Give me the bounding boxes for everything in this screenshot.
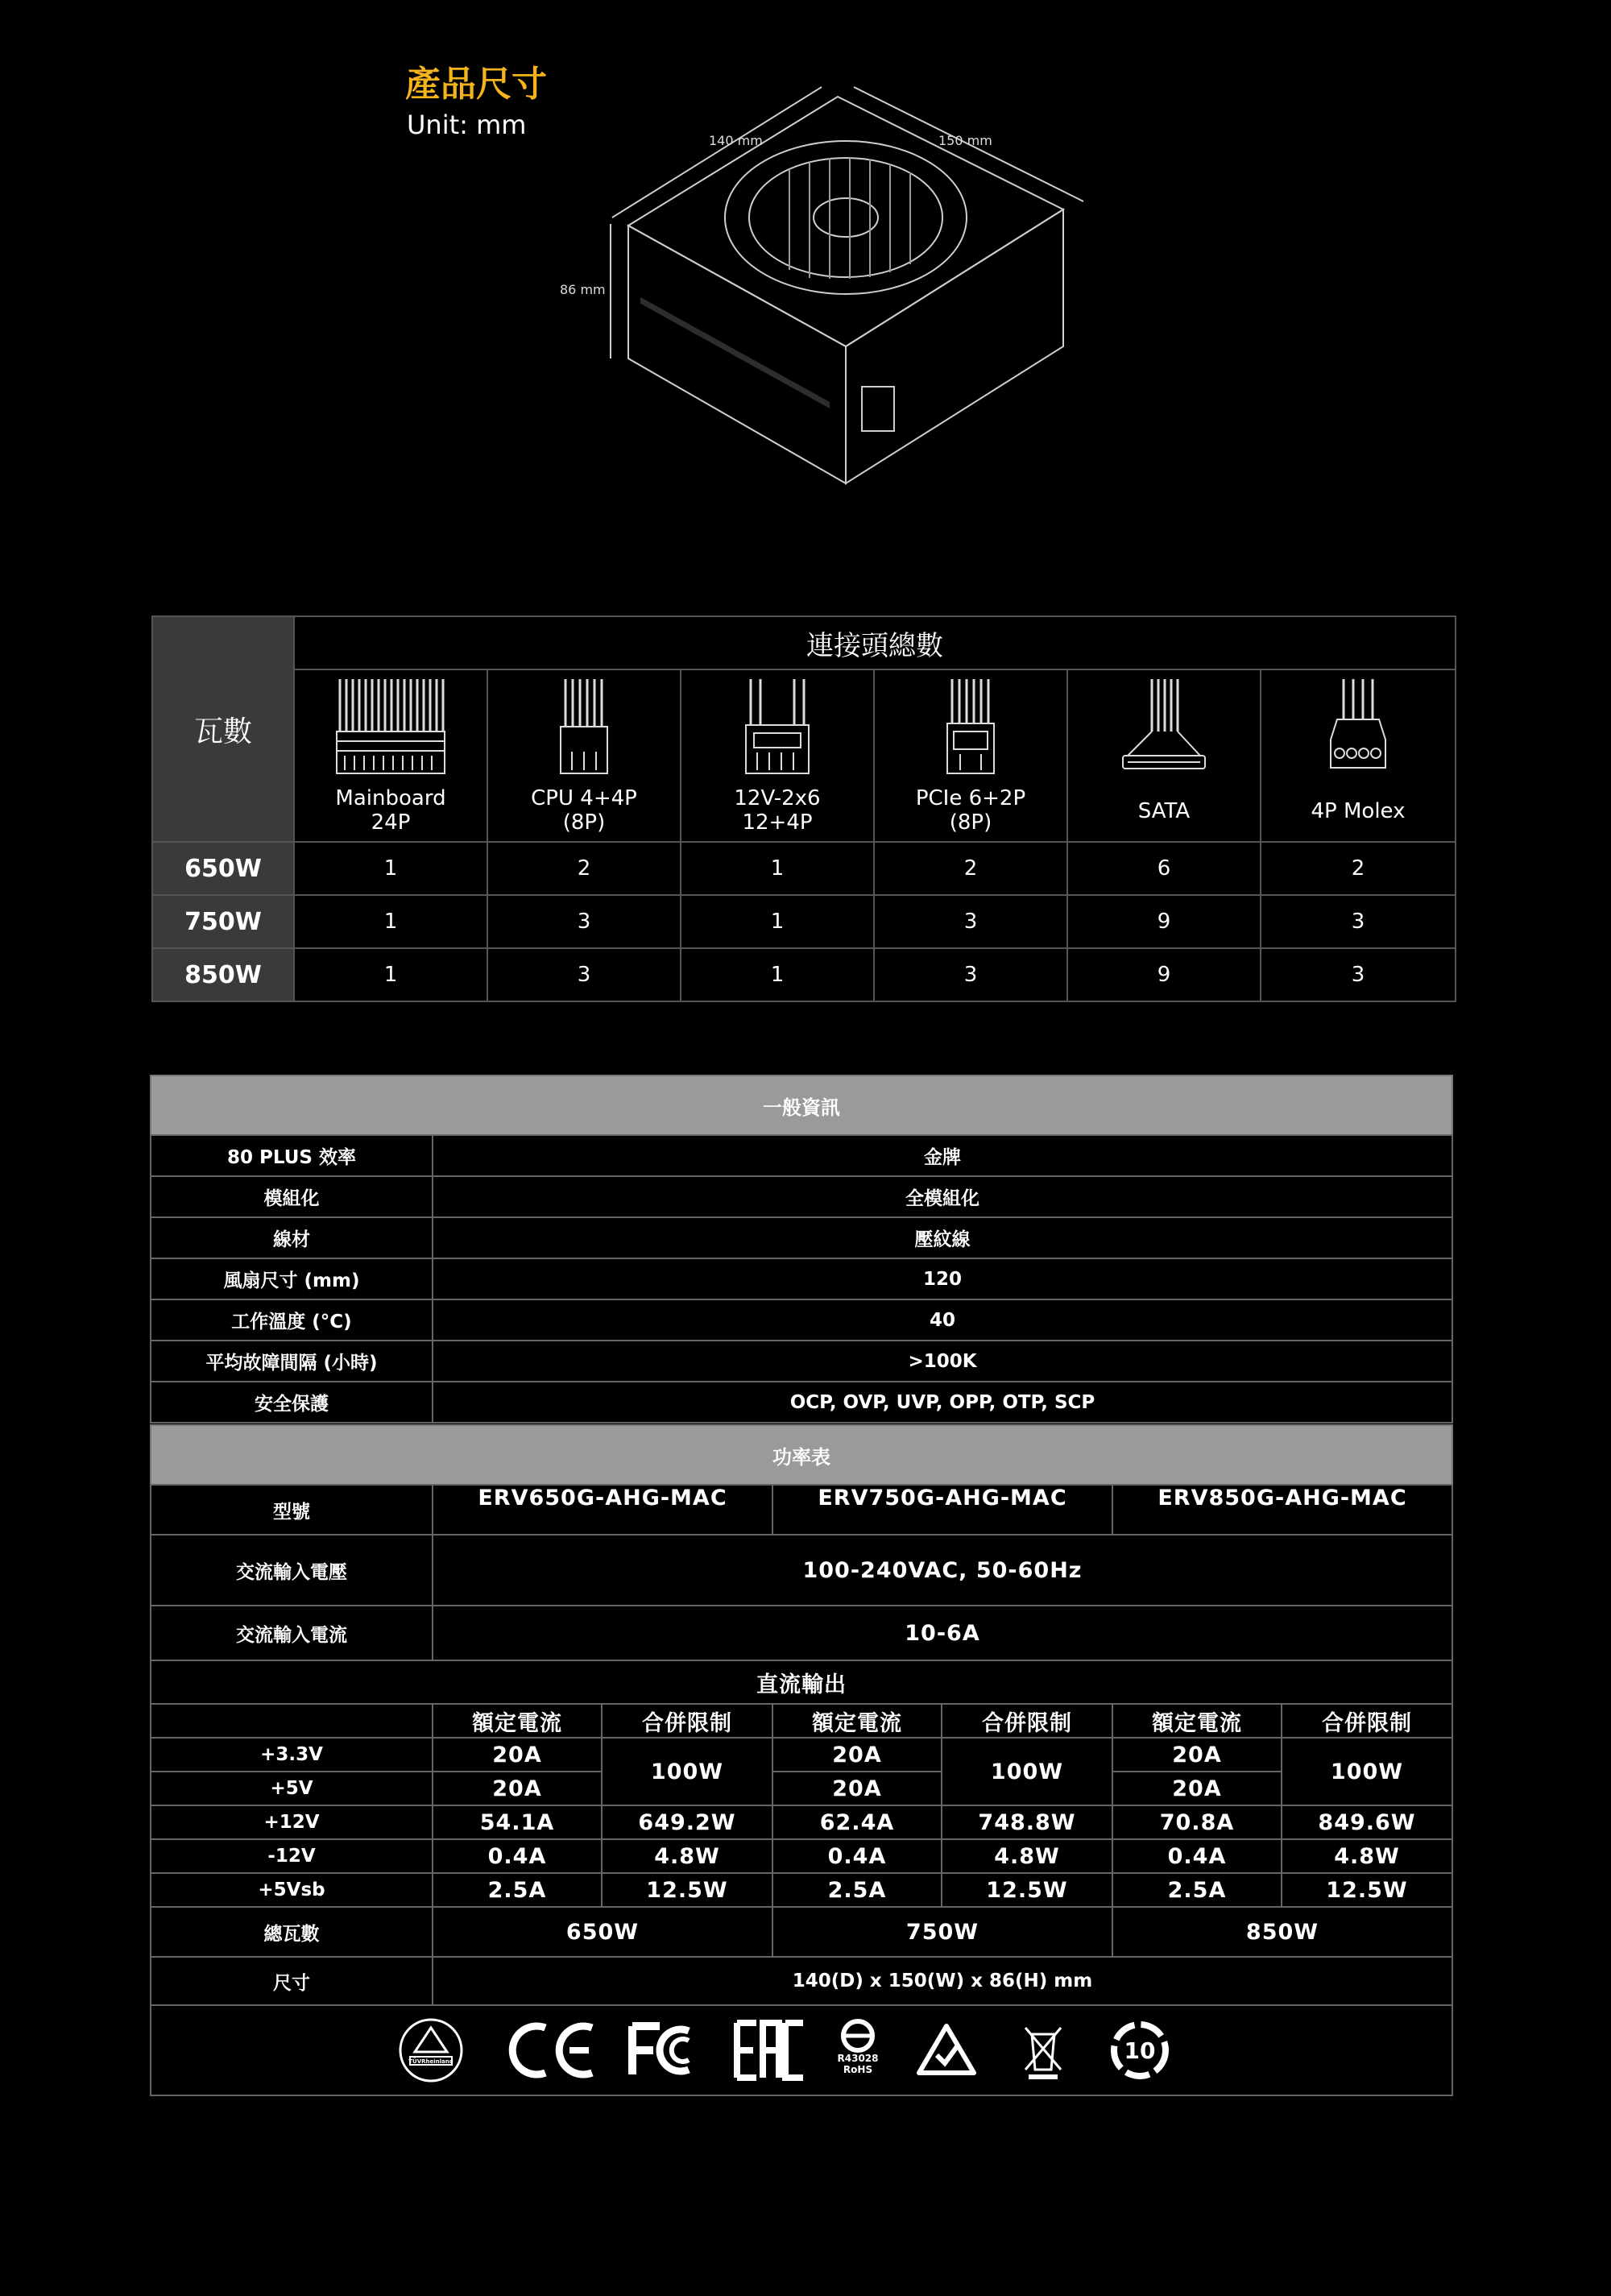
table-cell: 1 (293, 841, 488, 896)
rail-label: -12V (150, 1838, 433, 1874)
column-12v2x6-line1: 12V-2x6 (734, 786, 821, 810)
pcie-8p-icon (942, 675, 999, 780)
table-cell: 100W (941, 1737, 1113, 1806)
column-molex-line1: 4P Molex (1311, 799, 1406, 823)
row-watt-850: 850W (151, 947, 295, 1002)
size-value: 140(D) x 150(W) x 86(H) mm (432, 1956, 1453, 2006)
table-cell: 20A (772, 1771, 942, 1806)
table-cell: 0.4A (432, 1838, 603, 1874)
column-sata (1066, 669, 1261, 843)
bsmi-rohs-icon (838, 2021, 879, 2075)
row-watt-750: 750W (151, 894, 295, 949)
model-label: 型號 (150, 1484, 433, 1536)
spec-label: 風扇尺寸 (mm) (150, 1258, 433, 1300)
china-rohs-number: 10 (1124, 2037, 1156, 2064)
combined-header: 合併限制 (601, 1703, 773, 1739)
total-650: 650W (432, 1906, 773, 1958)
table-cell: 70.8A (1112, 1805, 1282, 1840)
table-cell: 9 (1066, 894, 1261, 949)
table-cell: 3 (1260, 894, 1456, 949)
column-cpu (487, 669, 681, 843)
eac-icon (737, 2023, 803, 2078)
cpu-8p-icon (556, 675, 612, 780)
table-cell: 0.4A (772, 1838, 942, 1874)
table-cell: 3 (1260, 947, 1456, 1002)
connector-table (151, 615, 1456, 1002)
spec-label: 安全保護 (150, 1381, 433, 1424)
unit-label: Unit: mm (407, 110, 527, 140)
spec-label: 線材 (150, 1216, 433, 1259)
column-12v2x6 (680, 669, 875, 843)
table-cell: 4.8W (941, 1838, 1113, 1874)
column-pcie-line2: (8P) (949, 810, 992, 835)
total-watt-label: 總瓦數 (150, 1906, 433, 1958)
molex-4p-icon (1326, 675, 1390, 780)
spec-value: 120 (432, 1258, 1453, 1300)
column-cpu-line2: (8P) (562, 810, 606, 835)
ac-voltage-label: 交流輸入電壓 (150, 1534, 433, 1606)
watt-corner-header: 瓦數 (151, 615, 295, 843)
spec-value: 40 (432, 1299, 1453, 1341)
table-cell: 12.5W (1281, 1872, 1453, 1908)
table-cell: 2 (487, 841, 681, 896)
row-watt-650: 650W (151, 841, 295, 896)
height-label: 86 mm (560, 282, 606, 297)
combined-header: 合併限制 (941, 1703, 1113, 1739)
table-cell: 54.1A (432, 1805, 603, 1840)
spec-value: 壓紋線 (432, 1216, 1453, 1259)
table-cell: 1 (293, 894, 488, 949)
weee-icon (1025, 2028, 1061, 2079)
total-850: 850W (1112, 1906, 1453, 1958)
table-cell: 4.8W (601, 1838, 773, 1874)
table-cell: 20A (1112, 1771, 1282, 1806)
column-12v2x6-line2: 12+4P (742, 810, 813, 835)
table-cell: 1 (680, 841, 875, 896)
rated-header: 額定電流 (432, 1703, 603, 1739)
sata-icon (1120, 675, 1208, 780)
fcc-icon (632, 2026, 689, 2074)
table-cell: 100W (601, 1737, 773, 1806)
table-cell: 12.5W (601, 1872, 773, 1908)
table-cell: 2.5A (1112, 1872, 1282, 1908)
12v-2x6-icon (741, 675, 814, 780)
spec-label: 工作溫度 (°C) (150, 1299, 433, 1341)
combined-header: 合併限制 (1281, 1703, 1453, 1739)
table-cell: 2.5A (432, 1872, 603, 1908)
table-cell: 649.2W (601, 1805, 773, 1840)
rail-label: +12V (150, 1805, 433, 1840)
tuv-rheinland-icon (400, 2020, 462, 2081)
size-label: 尺寸 (150, 1956, 433, 2006)
table-cell: 2 (1260, 841, 1456, 896)
column-molex (1260, 669, 1456, 843)
rohs-text: RoHS (843, 2064, 873, 2075)
total-750: 750W (772, 1906, 1113, 1958)
spec-value: 金牌 (432, 1134, 1453, 1177)
page-title: 產品尺寸 (405, 64, 547, 105)
china-rohs-10-icon (1114, 2025, 1166, 2076)
table-cell: 4.8W (1281, 1838, 1453, 1874)
table-cell: 62.4A (772, 1805, 942, 1840)
rated-header: 額定電流 (1112, 1703, 1282, 1739)
spec-value: >100K (432, 1340, 1453, 1382)
ac-current-value: 10-6A (432, 1605, 1453, 1661)
table-cell: 20A (1112, 1737, 1282, 1772)
table-cell: 3 (873, 894, 1068, 949)
ac-voltage-value: 100-240VAC, 50-60Hz (432, 1534, 1453, 1606)
table-cell: 100W (1281, 1737, 1453, 1806)
column-mainboard-line1: Mainboard (335, 786, 446, 810)
spec-label: 平均故障間隔 (小時) (150, 1340, 433, 1382)
connector-count-header: 連接頭總數 (293, 615, 1456, 670)
table-cell: 9 (1066, 947, 1261, 1002)
mainboard-24p-icon (330, 675, 451, 780)
column-cpu-line1: CPU 4+4P (531, 786, 637, 810)
depth-label: 140 mm (709, 133, 763, 148)
table-cell: 2 (873, 841, 1068, 896)
table-cell: 20A (432, 1771, 603, 1806)
table-cell: 2.5A (772, 1872, 942, 1908)
model-750: ERV750G-AHG-MAC (772, 1484, 1113, 1536)
psu-dimension-drawing (548, 81, 1095, 499)
column-sata-line1: SATA (1137, 799, 1191, 823)
power-table-header: 功率表 (150, 1424, 1453, 1486)
spec-value: 全模組化 (432, 1175, 1453, 1218)
table-cell: 748.8W (941, 1805, 1113, 1840)
table-cell: 6 (1066, 841, 1261, 896)
rail-label: +3.3V (150, 1737, 433, 1772)
ac-current-label: 交流輸入電流 (150, 1605, 433, 1661)
table-cell: 3 (873, 947, 1068, 1002)
model-650: ERV650G-AHG-MAC (432, 1484, 773, 1536)
table-cell: 1 (680, 894, 875, 949)
table-cell: 0.4A (1112, 1838, 1282, 1874)
rail-header-blank (150, 1703, 433, 1739)
column-pcie (873, 669, 1068, 843)
rail-label: +5Vsb (150, 1872, 433, 1908)
table-cell: 20A (772, 1737, 942, 1772)
general-info-header: 一般資訊 (150, 1075, 1453, 1136)
bsmi-code: R43028 (837, 2053, 879, 2064)
column-pcie-line1: PCIe 6+2P (915, 786, 1026, 810)
spec-label: 80 PLUS 效率 (150, 1134, 433, 1177)
dc-output-header: 直流輸出 (150, 1660, 1453, 1705)
certification-row (150, 2004, 1453, 2096)
table-cell: 849.6W (1281, 1805, 1453, 1840)
table-cell: 12.5W (941, 1872, 1113, 1908)
table-cell: 3 (487, 947, 681, 1002)
tuv-text: TÜVRheinland (408, 2058, 453, 2065)
spec-value: OCP, OVP, UVP, OPP, OTP, SCP (432, 1381, 1453, 1424)
rated-header: 額定電流 (772, 1703, 942, 1739)
spec-label: 模組化 (150, 1175, 433, 1218)
column-mainboard (293, 669, 488, 843)
ce-icon (512, 2026, 592, 2074)
table-cell: 3 (487, 894, 681, 949)
table-cell: 20A (432, 1737, 603, 1772)
table-cell: 1 (680, 947, 875, 1002)
model-850: ERV850G-AHG-MAC (1112, 1484, 1453, 1536)
rail-label: +5V (150, 1771, 433, 1806)
width-label: 150 mm (938, 133, 992, 148)
rcm-icon (919, 2026, 974, 2073)
table-cell: 1 (293, 947, 488, 1002)
column-mainboard-line2: 24P (371, 810, 411, 835)
